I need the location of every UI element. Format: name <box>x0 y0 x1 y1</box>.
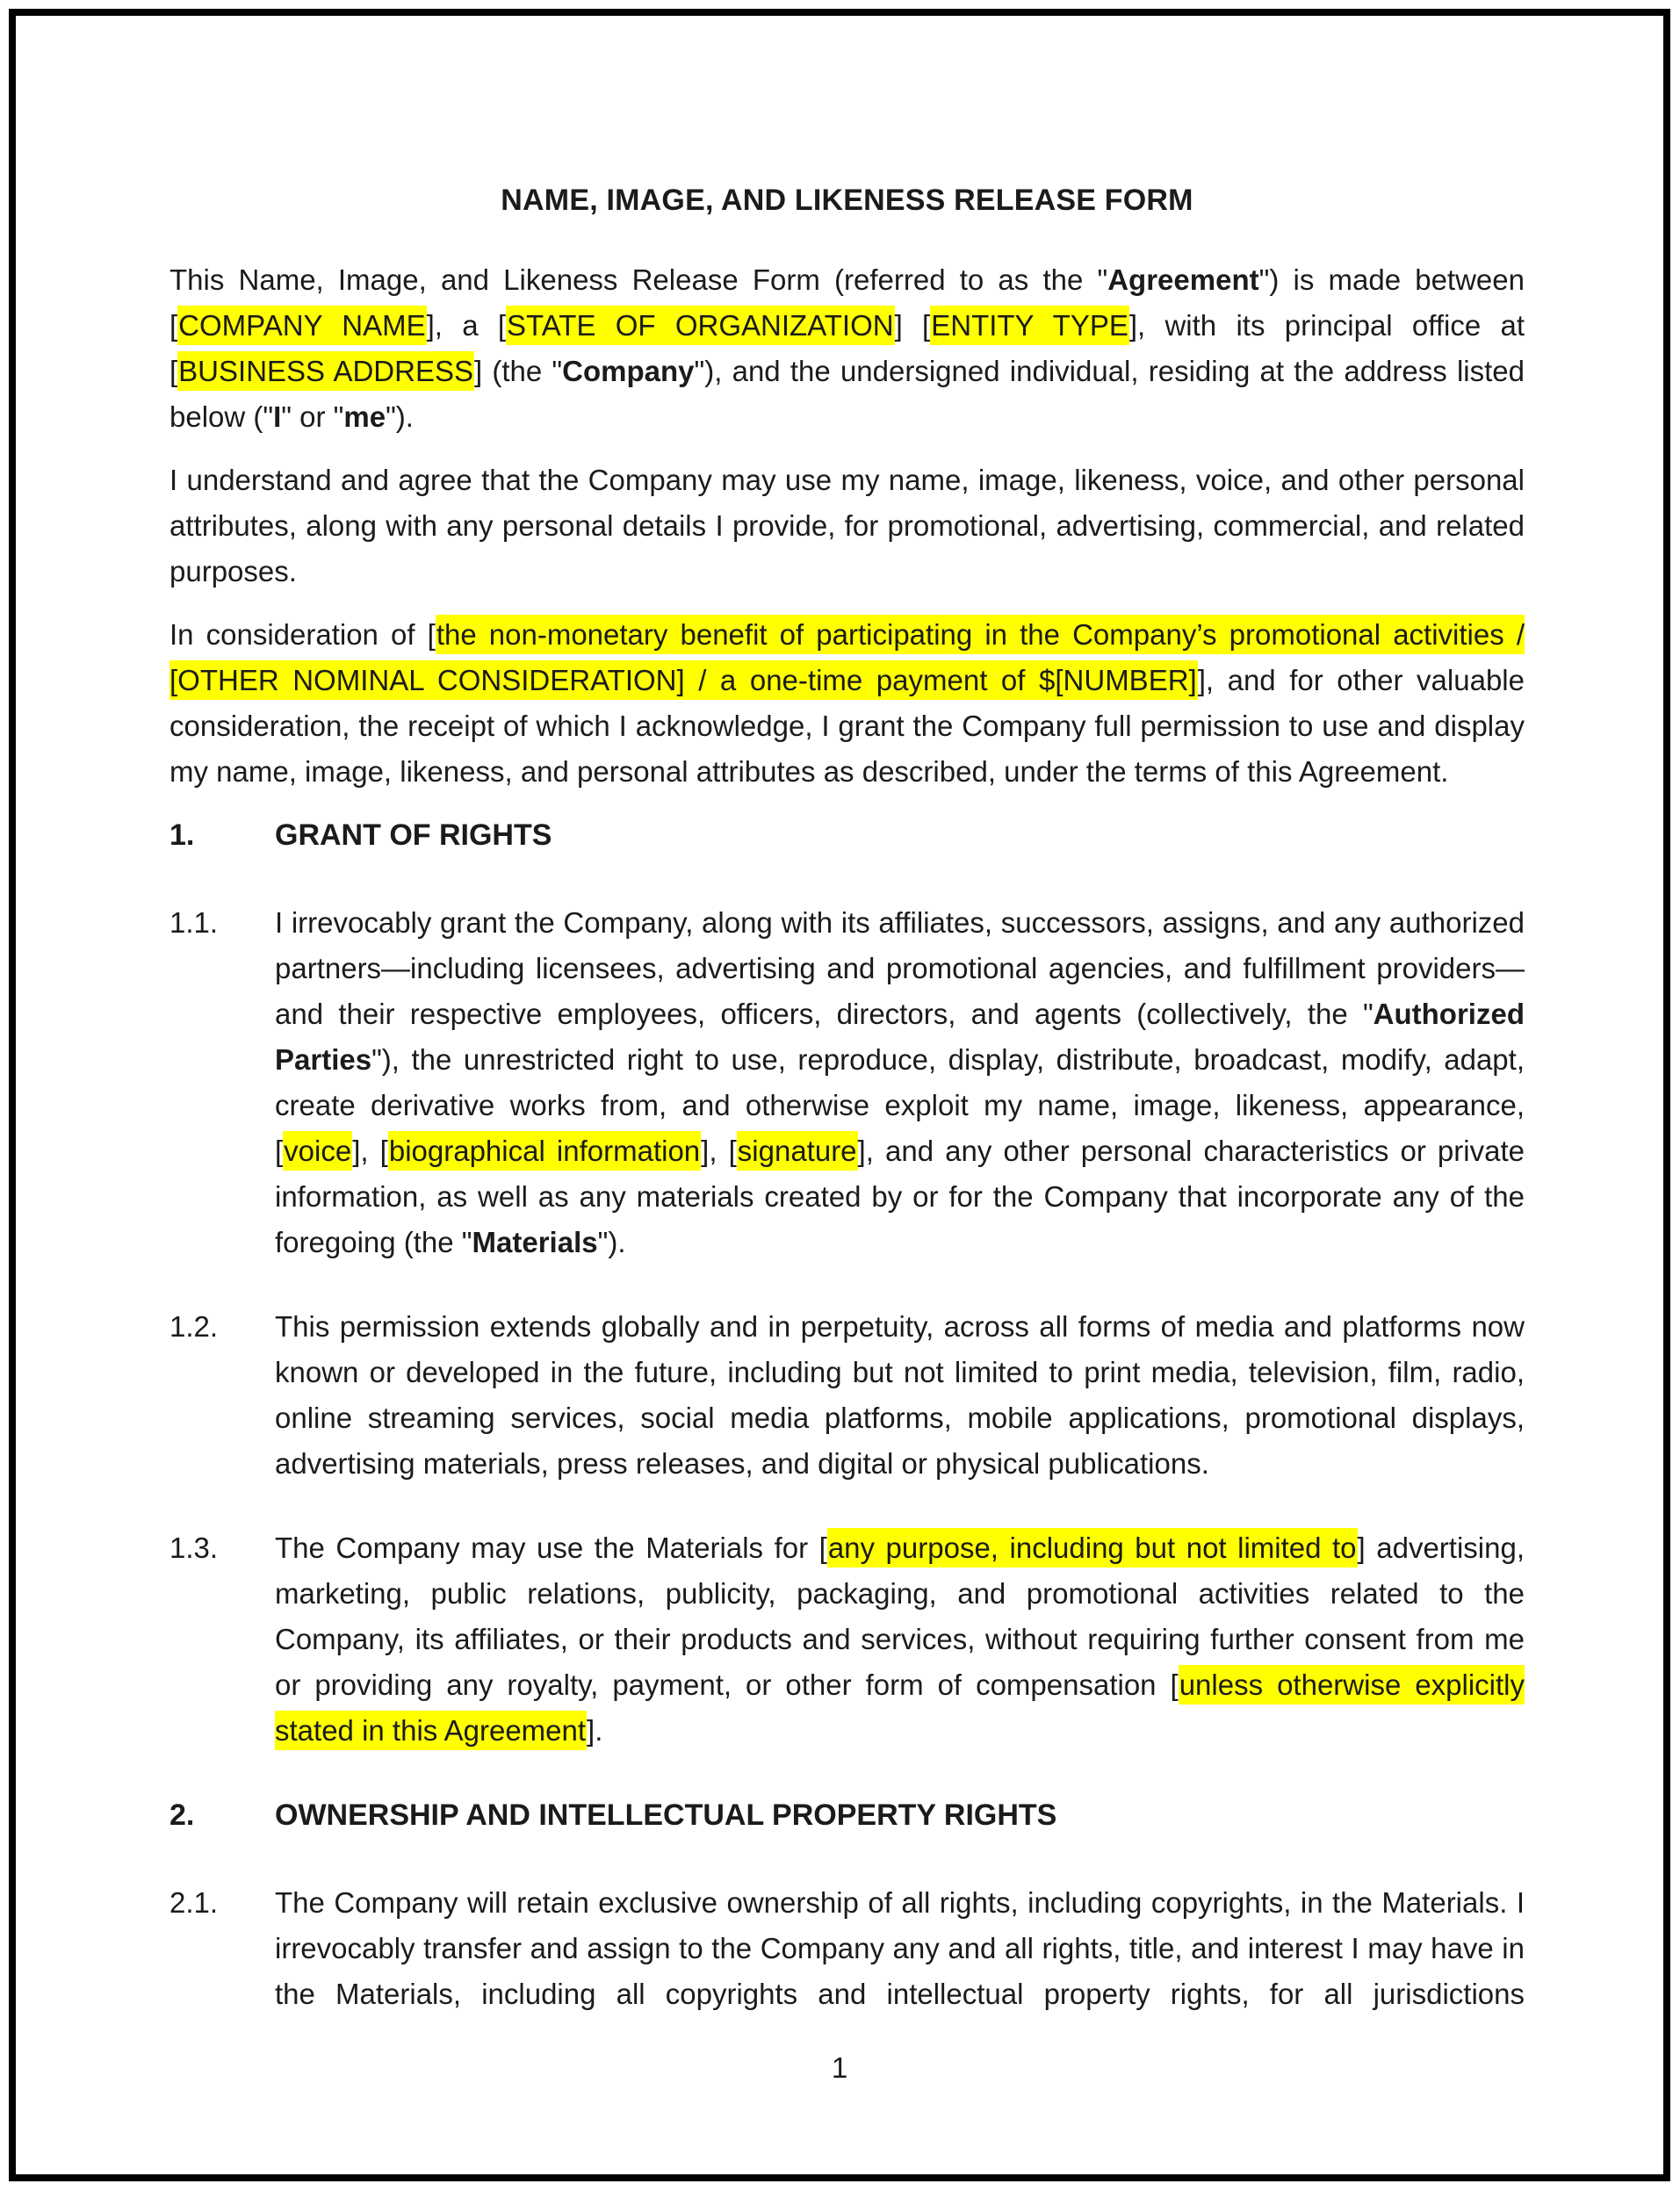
text-run: I irrevocably grant the Company, along with its affiliates, successors, assigns, and any authorized partners—including licensees, advertising and promotional agencies, and fulfillment providers—and their respective employees, officers, directors, and agents (collectively, the " <box>275 906 1525 1030</box>
clause-text <box>275 906 1525 1258</box>
text-run: " or " <box>281 400 344 433</box>
highlighted-placeholder: biographical information <box>388 1131 701 1171</box>
text-run: This permission extends globally and in perpetuity, across all forms of media and platforms now known or developed in the future, including but not limited to print media, television, film, radio, online streaming services, social media platforms, mobile applications, promotional displays, advertising materials, press releases, and digital or physical publications. <box>275 1310 1525 1480</box>
highlighted-placeholder: unless otherwise explicitly stated in this Agreement <box>275 1665 1525 1750</box>
highlighted-placeholder: any purpose, including but not limited to <box>827 1528 1358 1568</box>
text-run: "). <box>386 400 414 433</box>
document-content <box>16 16 1663 2174</box>
clause-text <box>275 1310 1525 1480</box>
defined-term: me <box>343 400 386 433</box>
highlighted-placeholder: COMPANY NAME <box>177 306 426 345</box>
clause-number: 2.1. <box>169 1886 219 1919</box>
text-run: ] advertising, marketing, public relations, publicity, packaging, and promotional activities related to the Company, its affiliates, or their products and services, without requiring further consent from me or providing any royalty, payment, or other form of compensation [ <box>275 1532 1525 1701</box>
page-number: 1 <box>831 2051 848 2084</box>
document-page <box>9 9 1670 2181</box>
text-run: This Name, Image, and Likeness Release Form (referred to as the " <box>169 263 1108 296</box>
section-heading <box>169 1792 1525 1838</box>
text-run: ], with its principal office at [ <box>169 309 1525 387</box>
highlighted-placeholder: the non-monetary benefit of participating in the Company’s promotional activities / [OTHER NOMINAL CONSIDERATION] / a one-time payment of $[NUMBER] <box>169 615 1525 700</box>
text-run: "). <box>597 1226 626 1258</box>
text-run: "), the unrestricted right to use, reproduce, display, distribute, broadcast, modify, adapt, create derivative works from, and otherwise exploit my name, image, likeness, appearance, [ <box>275 1043 1525 1167</box>
defined-term: Company <box>562 355 695 387</box>
paragraph <box>169 257 1525 440</box>
clause-text <box>275 1528 1525 1750</box>
highlighted-placeholder: signature <box>737 1131 858 1171</box>
clause-text <box>275 1886 1525 2010</box>
section-heading-text: GRANT OF RIGHTS <box>275 818 552 852</box>
clause-number: 1.2. <box>169 1310 219 1343</box>
defined-term: I <box>273 400 282 433</box>
text-run: In consideration of [ <box>169 618 436 651</box>
highlighted-placeholder: BUSINESS ADDRESS <box>177 351 474 391</box>
highlighted-placeholder: STATE OF ORGANIZATION <box>506 306 895 345</box>
clause-number: 1.1. <box>169 906 219 939</box>
text-run: ") is made between [ <box>169 263 1525 342</box>
text-run: ], a [ <box>426 309 507 342</box>
clause-paragraph <box>169 900 1525 1265</box>
section-heading-text: OWNERSHIP AND INTELLECTUAL PROPERTY RIGHTS <box>275 1798 1057 1832</box>
text-run: I understand and agree that the Company may use my name, image, likeness, voice, and other personal attributes, along with any personal details I provide, for promotional, advertising, commercial, and related purposes. <box>169 464 1525 587</box>
text-run: "), and the undersigned individual, residing at the address listed below (" <box>169 355 1525 433</box>
highlighted-placeholder: ENTITY TYPE <box>930 306 1129 345</box>
text-run: ], [ <box>701 1135 737 1167</box>
clause-number: 1.3. <box>169 1532 219 1564</box>
text-run: ]. <box>587 1714 603 1747</box>
document-title: NAME, IMAGE, AND LIKENESS RELEASE FORM <box>501 184 1193 217</box>
text-run: ] (the " <box>473 355 563 387</box>
defined-term: Authorized Parties <box>275 998 1525 1076</box>
highlighted-placeholder: voice <box>283 1131 352 1171</box>
defined-term: Agreement <box>1107 263 1259 296</box>
text-run: ], [ <box>352 1135 388 1167</box>
section-heading <box>169 812 1525 858</box>
section-number: 2. <box>169 1798 195 1832</box>
section-number: 1. <box>169 818 195 852</box>
text-run: The Company may use the Materials for [ <box>275 1532 827 1564</box>
defined-term: Materials <box>472 1226 598 1258</box>
clause-paragraph <box>169 1525 1525 1754</box>
text-run: The Company will retain exclusive ownership of all rights, including copyrights, in the Materials. I irrevocably transfer and assign to the Company any and all rights, title, and interest I may have in the Materials, including all copyrights and intellectual property rights, for all jurisdictions <box>275 1886 1525 2010</box>
text-run: ], and for other valuable consideration, the receipt of which I acknowledge, I grant the Company full permission to use and display my name, image, likeness, and personal attributes as described, under the terms of this Agreement. <box>169 664 1525 788</box>
clause-paragraph <box>169 1304 1525 1487</box>
clause-paragraph <box>169 1880 1525 2017</box>
text-run: ] [ <box>894 309 931 342</box>
text-run: ], and any other personal characteristics or private information, as well as any materials created by or for the Company that incorporate any of the foregoing (the " <box>275 1135 1525 1258</box>
paragraph <box>169 612 1525 795</box>
paragraph <box>169 458 1525 595</box>
